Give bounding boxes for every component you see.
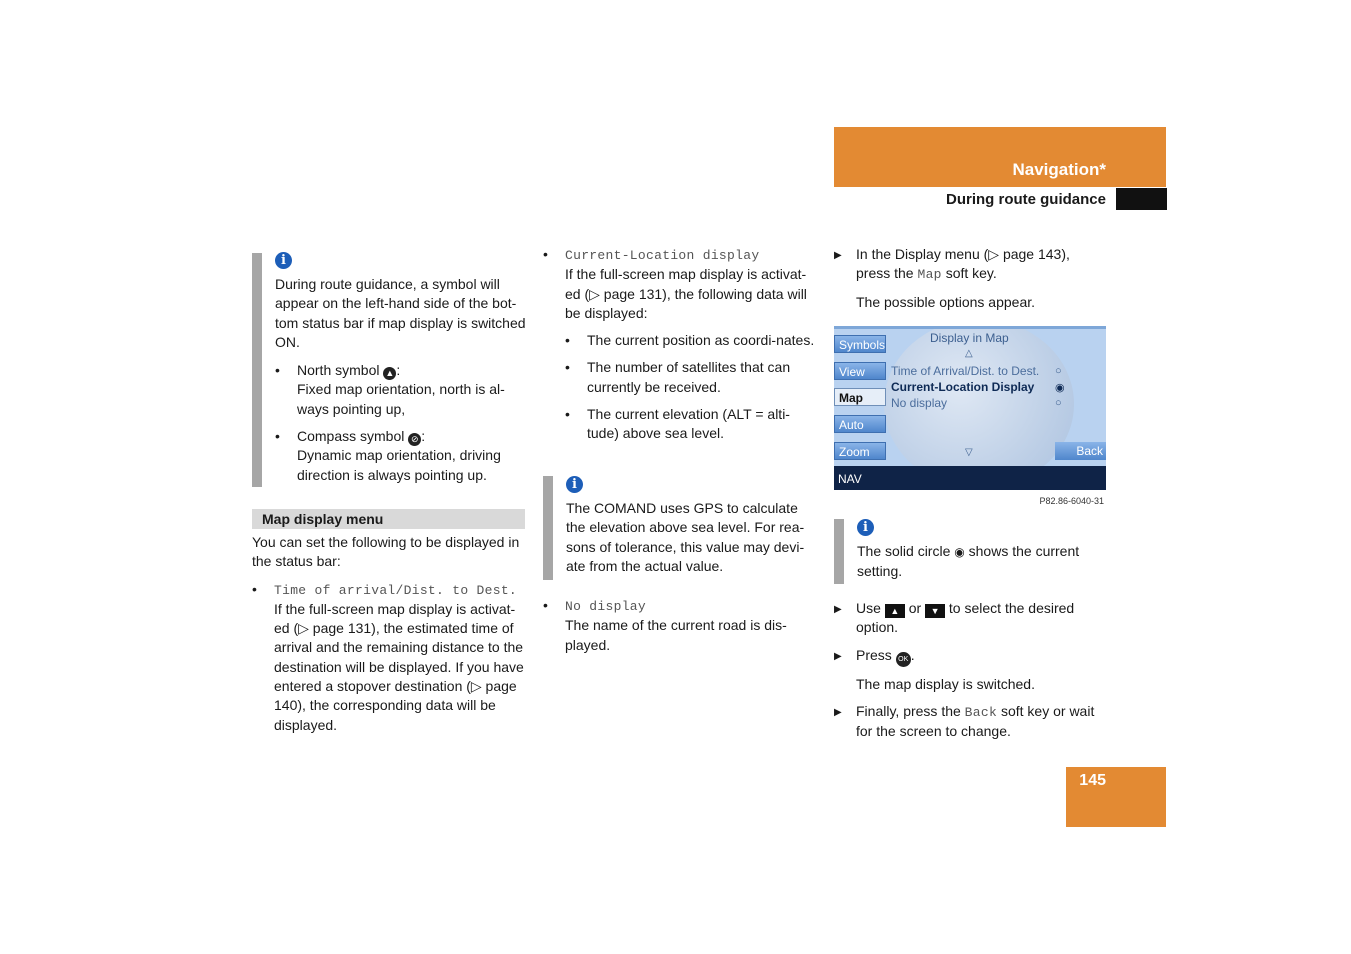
screen-title: Display in Map: [930, 331, 1009, 345]
info-bar-2: [543, 476, 553, 580]
info-bar-1: [252, 253, 262, 487]
figure-caption: P82.86-6040-31: [1039, 496, 1104, 506]
step-1-result: The possible options appear.: [856, 293, 1036, 310]
list-item-no-display: • No display The name of the current road is dis-played.: [543, 596, 818, 655]
info-text-1: During route guidance, a symbol will appear on the left-hand side of the bot-tom status bar if map display is switched ON.: [275, 276, 526, 350]
step-3-result: The map display is switched.: [856, 675, 1035, 692]
info-box-2: [566, 475, 818, 576]
info-box-3: [857, 518, 1106, 582]
option-current-location[interactable]: Current-Location Display: [891, 380, 1035, 394]
step-1: ▶ In the Display menu (▷ page 143), press the Map soft key.: [834, 245, 1106, 285]
device-screen: [834, 326, 1106, 490]
status-bar: [834, 466, 1106, 490]
step-4: ▶ Finally, press the Back soft key or wait for the screen to change.: [834, 702, 1106, 742]
intro-text: You can set the following to be displayed in the status bar:: [252, 534, 520, 570]
scroll-down-icon[interactable]: ▽: [965, 447, 973, 458]
softkey-zoom[interactable]: Zoom: [834, 442, 886, 460]
col3-steps-top: [834, 245, 1106, 312]
option-no-display[interactable]: No display: [891, 396, 948, 410]
status-label: NAV: [838, 472, 862, 486]
info-icon: i: [275, 252, 292, 269]
softkey-auto[interactable]: Auto: [834, 415, 886, 433]
softkey-view[interactable]: View: [834, 362, 886, 380]
col1-body: [252, 533, 527, 735]
scroll-up-icon[interactable]: △: [965, 348, 973, 359]
softkey-back[interactable]: Back: [1055, 442, 1106, 460]
step-3: ▶ Press OK .: [834, 646, 1106, 667]
radio-empty-icon: ○: [1055, 397, 1062, 409]
softkey-symbols[interactable]: Symbols: [834, 335, 886, 353]
col2-body: [543, 245, 818, 444]
sub-item-position: • The current position as coordi-nates.: [565, 331, 818, 350]
header-black-tab: [1116, 188, 1167, 210]
col2-body-2: [543, 596, 818, 655]
option-time-of-arrival[interactable]: Time of Arrival/Dist. to Dest.: [891, 364, 1040, 378]
solid-circle-icon: ◉: [954, 545, 965, 559]
compass-symbol-icon: ⊘: [408, 433, 421, 446]
list-item-north: • North symbol ▲ : Fixed map orientation, north is al-ways pointing up,: [275, 361, 527, 419]
info-box-1: [275, 251, 527, 485]
list-item-current-location: • Current-Location display If the full-screen map display is activat-ed (▷ page 131), the following data will be displayed:: [543, 245, 818, 323]
section-heading: Map display menu: [252, 509, 525, 529]
sub-item-elevation: • The current elevation (ALT = alti-tude) above sea level.: [565, 405, 818, 444]
info-text-3: The solid circle ◉ shows the current setting.: [857, 543, 1080, 580]
info-icon: i: [566, 476, 583, 493]
ok-button-icon: OK: [896, 652, 911, 667]
col3-steps-bottom: [834, 599, 1106, 741]
radio-empty-icon: ○: [1055, 365, 1062, 377]
info-bar-3: [834, 519, 844, 584]
page-number: 145: [1079, 772, 1106, 789]
subsection-title: During route guidance: [945, 191, 1106, 208]
up-arrow-key-icon: ▲: [885, 604, 905, 618]
info-icon: i: [857, 519, 874, 536]
step-2: ▶ Use ▲ or ▼ to select the desired option.: [834, 599, 1106, 638]
down-arrow-key-icon: ▼: [925, 604, 945, 618]
north-symbol-icon: ▲: [383, 367, 396, 380]
info-text-2: The COMAND uses GPS to calculate the elevation above sea level. For rea-sons of tolerance, this value may devi-ate from the actual value.: [566, 500, 805, 574]
list-item-time-of-arrival: • Time of arrival/Dist. to Dest. If the full-screen map display is activat-ed (▷ page 131), the estimated time of arrival and the remaining distance to the destination will be displayed. If you have entered a stopover destination (▷ page 140), the corresponding data will be displayed.: [252, 580, 527, 735]
softkey-map[interactable]: Map: [834, 388, 886, 406]
radio-selected-icon: ◉: [1055, 382, 1065, 394]
section-title: Navigation*: [1012, 160, 1106, 179]
sub-item-satellites: • The number of satellites that can currently be received.: [565, 358, 818, 397]
list-item-compass: • Compass symbol ⊘ : Dynamic map orientation, driving direction is always pointing up.: [275, 427, 527, 485]
